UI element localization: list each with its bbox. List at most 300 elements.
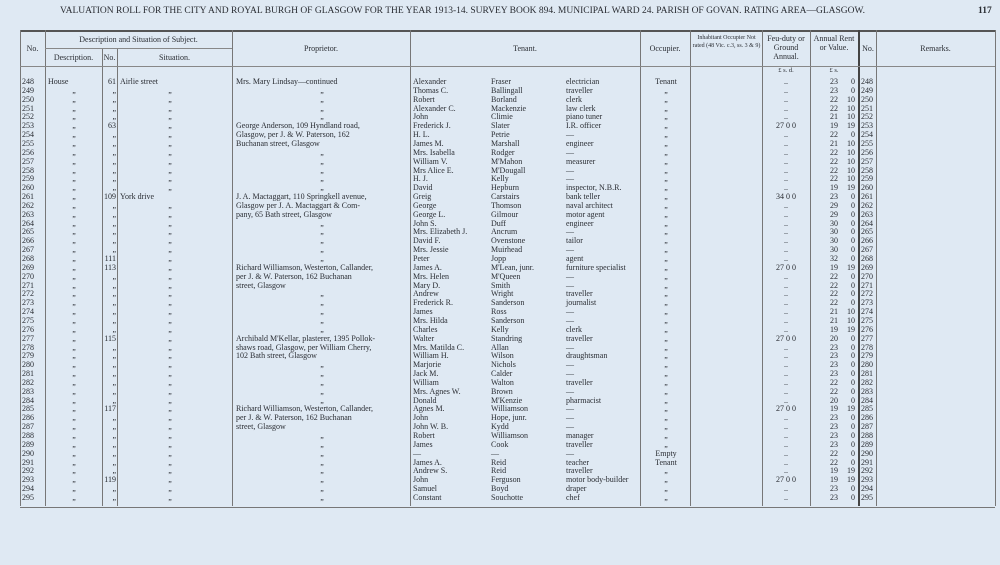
tenant-first-name: Peter xyxy=(413,254,430,263)
entry-no-right: 289 xyxy=(861,439,873,449)
situation: „ xyxy=(168,492,172,502)
entry-no-right: 283 xyxy=(861,386,873,396)
proprietor: „ xyxy=(320,156,324,166)
occupier: „ xyxy=(664,369,668,379)
tenant-surname: M'Queen xyxy=(491,271,521,281)
rent-shillings: 0 xyxy=(851,439,855,449)
tenant-surname: M'Lean, junr. xyxy=(491,262,534,272)
situation: „ xyxy=(168,484,172,494)
entry-no-right: 288 xyxy=(861,431,873,440)
col-header-proprietor: Proprietor. xyxy=(304,44,338,53)
tenant-surname: Duff xyxy=(491,218,506,228)
tenant-first-name: Donald xyxy=(413,395,437,405)
tenant-surname: Hope, junr. xyxy=(491,413,527,423)
entry-no-right: 268 xyxy=(861,254,873,263)
occupier: „ xyxy=(664,377,668,387)
rent-shillings: 0 xyxy=(851,457,855,467)
entry-no-right: 248 xyxy=(861,77,873,86)
tenant-surname: Walton xyxy=(491,377,514,387)
rent-shillings: 10 xyxy=(847,165,855,175)
rent-pounds: 20 xyxy=(830,333,838,343)
table-row xyxy=(0,422,1000,431)
rent-shillings: 0 xyxy=(851,200,855,210)
description: „ xyxy=(72,324,76,334)
feu-duty: .. xyxy=(784,457,788,467)
entry-no-right: 281 xyxy=(861,369,873,379)
proprietor: Glasgow per J. A. Mactaggart & Com- xyxy=(236,200,360,210)
house-number: 61 xyxy=(108,77,116,86)
table-row xyxy=(0,148,1000,157)
entry-no: 274 xyxy=(22,307,34,317)
description: „ xyxy=(72,183,76,193)
proprietor: street, Glasgow xyxy=(236,280,286,290)
proprietor: Buchanan street, Glasgow xyxy=(236,138,320,148)
proprietor: „ xyxy=(320,457,324,467)
rent-shillings: 0 xyxy=(851,245,855,255)
occupier: „ xyxy=(664,484,668,494)
feu-duty: .. xyxy=(784,448,788,458)
proprietor: „ xyxy=(320,307,324,317)
situation: „ xyxy=(168,227,172,237)
proprietor: „ xyxy=(320,165,324,175)
entry-no: 260 xyxy=(22,183,34,193)
rent-pounds: 21 xyxy=(830,138,838,148)
tenant-occupation: clerk xyxy=(566,94,582,104)
proprietor: „ xyxy=(320,298,324,308)
tenant-first-name: Alexander C. xyxy=(413,103,456,113)
rent-shillings: 10 xyxy=(847,315,855,325)
rent-shillings: 0 xyxy=(851,431,855,440)
rent-shillings: 0 xyxy=(851,298,855,308)
description: „ xyxy=(72,466,76,476)
tenant-occupation: engineer xyxy=(566,138,594,148)
tenant-surname: Sanderson xyxy=(491,298,525,308)
tenant-occupation: — xyxy=(566,315,574,325)
tenant-occupation: — xyxy=(566,245,574,255)
house-number: „ xyxy=(112,342,116,352)
rent-pounds: 20 xyxy=(830,395,838,405)
description: „ xyxy=(72,395,76,405)
description: „ xyxy=(72,236,76,246)
tenant-occupation: I.R. officer xyxy=(566,121,602,131)
entry-no: 255 xyxy=(22,138,34,148)
house-number: „ xyxy=(112,165,116,175)
rent-pounds: 30 xyxy=(830,218,838,228)
rent-shillings: 10 xyxy=(847,103,855,113)
situation: Airlie street xyxy=(120,77,158,86)
rent-pounds: 21 xyxy=(830,112,838,122)
occupier: „ xyxy=(664,236,668,246)
entry-no: 292 xyxy=(22,466,34,476)
table-row xyxy=(0,183,1000,192)
table-row xyxy=(0,245,1000,254)
rent-pounds: 32 xyxy=(830,254,838,263)
entry-no: 251 xyxy=(22,103,34,113)
rent-pounds: 22 xyxy=(830,174,838,184)
proprietor: „ xyxy=(320,395,324,405)
rent-shillings: 19 xyxy=(847,121,855,131)
entry-no-right: 263 xyxy=(861,209,873,219)
feu-duty: .. xyxy=(784,289,788,299)
proprietor: Glasgow, per J. & W. Paterson, 162 xyxy=(236,130,350,140)
tenant-surname: Ancrum xyxy=(491,227,518,237)
feu-units: £ s. d. xyxy=(778,67,794,74)
tenant-surname: Ballingall xyxy=(491,85,523,95)
tenant-occupation: naval architect xyxy=(566,200,613,210)
entry-no: 284 xyxy=(22,395,34,405)
rent-shillings: 0 xyxy=(851,254,855,263)
table-row xyxy=(0,86,1000,95)
house-number: „ xyxy=(112,200,116,210)
col-header-description: Description. xyxy=(53,53,94,62)
tenant-first-name: John xyxy=(413,112,429,122)
house-number: „ xyxy=(112,351,116,361)
situation: „ xyxy=(168,351,172,361)
rent-pounds: 22 xyxy=(830,271,838,281)
proprietor: per J. & W. Paterson, 162 Buchanan xyxy=(236,271,352,281)
feu-duty: .. xyxy=(784,271,788,281)
rent-shillings: 10 xyxy=(847,174,855,184)
table-row xyxy=(0,396,1000,405)
occupier: „ xyxy=(664,475,668,485)
feu-duty: 27 0 0 xyxy=(776,262,796,272)
house-number: „ xyxy=(112,315,116,325)
proprietor: „ xyxy=(320,183,324,193)
table-row xyxy=(0,475,1000,484)
occupier: „ xyxy=(664,94,668,104)
table-row xyxy=(0,219,1000,228)
rent-pounds: 22 xyxy=(830,165,838,175)
tenant-first-name: John W. B. xyxy=(413,422,449,432)
description: „ xyxy=(72,227,76,237)
situation: York drive xyxy=(120,192,155,202)
feu-duty: .. xyxy=(784,218,788,228)
entry-no: 262 xyxy=(22,200,34,210)
occupier: „ xyxy=(664,431,668,440)
occupier: „ xyxy=(664,360,668,370)
feu-duty: .. xyxy=(784,307,788,317)
house-number: „ xyxy=(112,289,116,299)
tenant-surname: Nichols xyxy=(491,360,516,370)
feu-duty: .. xyxy=(784,245,788,255)
entry-no: 265 xyxy=(22,227,34,237)
entry-no: 285 xyxy=(22,404,34,414)
entry-no: 270 xyxy=(22,271,34,281)
description: „ xyxy=(72,192,76,202)
house-number: „ xyxy=(112,227,116,237)
description: „ xyxy=(72,94,76,104)
tenant-first-name: Mrs. Isabella xyxy=(413,147,455,157)
rent-shillings: 0 xyxy=(851,351,855,361)
situation: „ xyxy=(168,369,172,379)
situation: „ xyxy=(168,236,172,246)
rent-pounds: 22 xyxy=(830,94,838,104)
tenant-occupation: clerk xyxy=(566,324,582,334)
house-number: „ xyxy=(112,413,116,423)
proprietor: „ xyxy=(320,227,324,237)
tenant-surname: Reid xyxy=(491,466,507,476)
description: „ xyxy=(72,174,76,184)
table-row xyxy=(0,458,1000,467)
entry-no: 267 xyxy=(22,245,34,255)
entry-no: 279 xyxy=(22,351,34,361)
house-number: „ xyxy=(112,218,116,228)
entry-no: 263 xyxy=(22,209,34,219)
occupier: „ xyxy=(664,174,668,184)
rent-pounds: 29 xyxy=(830,209,838,219)
proprietor: „ xyxy=(320,174,324,184)
house-number: „ xyxy=(112,138,116,148)
entry-no-right: 279 xyxy=(861,351,873,361)
tenant-first-name: James M. xyxy=(413,138,444,148)
tenant-occupation: teacher xyxy=(566,457,590,467)
table-row xyxy=(0,112,1000,121)
occupier: „ xyxy=(664,200,668,210)
house-number: 63 xyxy=(108,121,116,131)
tenant-surname: Climie xyxy=(491,112,513,122)
entry-no: 290 xyxy=(22,448,34,458)
rent-pounds: 19 xyxy=(830,475,838,485)
entry-no: 250 xyxy=(22,94,34,104)
situation: „ xyxy=(168,457,172,467)
entry-no-right: 267 xyxy=(861,245,873,255)
feu-duty: .. xyxy=(784,351,788,361)
tenant-surname: Smith xyxy=(491,280,511,290)
proprietor: „ xyxy=(320,236,324,246)
proprietor: „ xyxy=(320,386,324,396)
entry-no: 286 xyxy=(22,413,34,423)
tenant-first-name: H. J. xyxy=(413,174,428,184)
table-row xyxy=(0,95,1000,104)
proprietor: „ xyxy=(320,103,324,113)
col-header-no: No. xyxy=(26,44,39,53)
entry-no: 256 xyxy=(22,147,34,157)
house-number: „ xyxy=(112,431,116,440)
entry-no: 278 xyxy=(22,342,34,352)
tenant-occupation: measurer xyxy=(566,156,596,166)
occupier: „ xyxy=(664,103,668,113)
description: „ xyxy=(72,138,76,148)
table-row xyxy=(0,121,1000,130)
house-number: „ xyxy=(112,280,116,290)
description: „ xyxy=(72,112,76,122)
feu-duty: .. xyxy=(784,254,788,263)
col-header-no-right: No. xyxy=(862,44,874,53)
occupier: „ xyxy=(664,466,668,476)
rent-pounds: 30 xyxy=(830,245,838,255)
tenant-first-name: Mrs. Elizabeth J. xyxy=(413,227,468,237)
rent-shillings: 0 xyxy=(851,271,855,281)
rent-shillings: 0 xyxy=(851,333,855,343)
proprietor: „ xyxy=(320,439,324,449)
tenant-occupation: traveller xyxy=(566,439,593,449)
entry-no-right: 253 xyxy=(861,121,873,131)
entry-no-right: 291 xyxy=(861,457,873,467)
tenant-first-name: James xyxy=(413,439,433,449)
rent-shillings: 19 xyxy=(847,183,855,193)
tenant-occupation: journalist xyxy=(566,298,597,308)
tenant-first-name: — xyxy=(413,448,421,458)
table-row xyxy=(0,104,1000,113)
feu-duty: 34 0 0 xyxy=(776,192,796,202)
tenant-surname: Kelly xyxy=(491,174,509,184)
tenant-surname: Calder xyxy=(491,369,513,379)
situation: „ xyxy=(168,324,172,334)
tenant-surname: Williamson xyxy=(491,404,529,414)
rent-pounds: 30 xyxy=(830,227,838,237)
feu-duty: .. xyxy=(784,236,788,246)
house-number: „ xyxy=(112,307,116,317)
tenant-surname: M'Mahon xyxy=(491,156,523,166)
tenant-occupation: manager xyxy=(566,431,594,440)
entry-no-right: 286 xyxy=(861,413,873,423)
entry-no-right: 250 xyxy=(861,94,873,104)
rent-pounds: 23 xyxy=(830,192,838,202)
occupier: Tenant xyxy=(655,77,677,86)
entry-no-right: 270 xyxy=(861,271,873,281)
entry-no-right: 265 xyxy=(861,227,873,237)
situation: „ xyxy=(168,254,172,263)
occupier: „ xyxy=(664,404,668,414)
rent-shillings: 0 xyxy=(851,280,855,290)
table-row xyxy=(0,77,1000,86)
tenant-surname: Cook xyxy=(491,439,509,449)
feu-duty: 27 0 0 xyxy=(776,475,796,485)
proprietor: street, Glasgow xyxy=(236,422,286,432)
rent-pounds: 22 xyxy=(830,280,838,290)
proprietor: Richard Williamson, Westerton, Callander, xyxy=(236,262,374,272)
entry-no-right: 282 xyxy=(861,377,873,387)
rent-pounds: 19 xyxy=(830,121,838,131)
description: „ xyxy=(72,386,76,396)
entry-no: 291 xyxy=(22,457,34,467)
rent-pounds: 23 xyxy=(830,77,838,86)
entry-no-right: 276 xyxy=(861,324,873,334)
house-number: „ xyxy=(112,183,116,193)
tenant-first-name: William V. xyxy=(413,156,448,166)
rent-pounds: 21 xyxy=(830,307,838,317)
situation: „ xyxy=(168,377,172,387)
tenant-surname: Muirhead xyxy=(491,245,523,255)
table-row xyxy=(0,316,1000,325)
tenant-first-name: William xyxy=(413,377,439,387)
entry-no-right: 258 xyxy=(861,165,873,175)
tenant-first-name: Thomas C. xyxy=(413,85,449,95)
entry-no-right: 264 xyxy=(861,218,873,228)
description: „ xyxy=(72,289,76,299)
tenant-occupation: — xyxy=(566,360,574,370)
house-number: „ xyxy=(112,174,116,184)
tenant-surname: Kelly xyxy=(491,324,509,334)
tenant-first-name: David xyxy=(413,183,433,193)
tenant-first-name: William H. xyxy=(413,351,449,361)
tenant-surname: Fraser xyxy=(491,77,511,86)
proprietor: „ xyxy=(320,484,324,494)
house-number: „ xyxy=(112,439,116,449)
occupier: „ xyxy=(664,307,668,317)
feu-duty: .. xyxy=(784,112,788,122)
description: „ xyxy=(72,200,76,210)
table-row xyxy=(0,440,1000,449)
entry-no: 266 xyxy=(22,236,34,246)
occupier: „ xyxy=(664,333,668,343)
tenant-first-name: Mrs. Agnes W. xyxy=(413,386,461,396)
entry-no-right: 275 xyxy=(861,315,873,325)
rent-pounds: 23 xyxy=(830,360,838,370)
proprietor: „ xyxy=(320,147,324,157)
situation: „ xyxy=(168,431,172,440)
entry-no-right: 251 xyxy=(861,103,873,113)
entry-no: 294 xyxy=(22,484,34,494)
situation: „ xyxy=(168,245,172,255)
occupier: „ xyxy=(664,156,668,166)
entry-no-right: 293 xyxy=(861,475,873,485)
rent-shillings: 10 xyxy=(847,112,855,122)
entry-no-right: 272 xyxy=(861,289,873,299)
house-number: „ xyxy=(112,422,116,432)
tenant-first-name: Alexander xyxy=(413,77,447,86)
occupier: „ xyxy=(664,298,668,308)
feu-duty: .. xyxy=(784,484,788,494)
tenant-surname: Borland xyxy=(491,94,517,104)
entry-no: 281 xyxy=(22,369,34,379)
table-row xyxy=(0,130,1000,139)
entry-no: 288 xyxy=(22,431,34,440)
situation: „ xyxy=(168,386,172,396)
description: „ xyxy=(72,431,76,440)
feu-duty: .. xyxy=(784,342,788,352)
description: „ xyxy=(72,209,76,219)
house-number: „ xyxy=(112,94,116,104)
tenant-first-name: Jack M. xyxy=(413,369,439,379)
situation: „ xyxy=(168,333,172,343)
entry-no-right: 292 xyxy=(861,466,873,476)
proprietor: „ xyxy=(320,360,324,370)
rent-pounds: 22 xyxy=(830,457,838,467)
tenant-surname: Mackenzie xyxy=(491,103,527,113)
rent-shillings: 0 xyxy=(851,342,855,352)
rent-shillings: 0 xyxy=(851,218,855,228)
situation: „ xyxy=(168,342,172,352)
table-row xyxy=(0,157,1000,166)
table-row xyxy=(0,166,1000,175)
occupier: „ xyxy=(664,262,668,272)
situation: „ xyxy=(168,165,172,175)
entry-no: 268 xyxy=(22,254,34,263)
house-number: 119 xyxy=(104,475,116,485)
occupier: Empty xyxy=(655,448,677,458)
rent-shillings: 0 xyxy=(851,236,855,246)
rent-pounds: 22 xyxy=(830,130,838,140)
rent-pounds: 23 xyxy=(830,439,838,449)
occupier: „ xyxy=(664,439,668,449)
feu-duty: 27 0 0 xyxy=(776,404,796,414)
tenant-occupation: motor agent xyxy=(566,209,605,219)
tenant-first-name: James A. xyxy=(413,262,442,272)
entry-no-right: 284 xyxy=(861,395,873,405)
proprietor: „ xyxy=(320,431,324,440)
table-row xyxy=(0,413,1000,422)
house-number: „ xyxy=(112,386,116,396)
rent-shillings: 0 xyxy=(851,377,855,387)
feu-duty: .. xyxy=(784,200,788,210)
rent-pounds: 23 xyxy=(830,342,838,352)
tenant-occupation: traveller xyxy=(566,377,593,387)
situation: „ xyxy=(168,147,172,157)
tenant-surname: Rodger xyxy=(491,147,515,157)
occupier: „ xyxy=(664,85,668,95)
entry-no-right: 266 xyxy=(861,236,873,246)
